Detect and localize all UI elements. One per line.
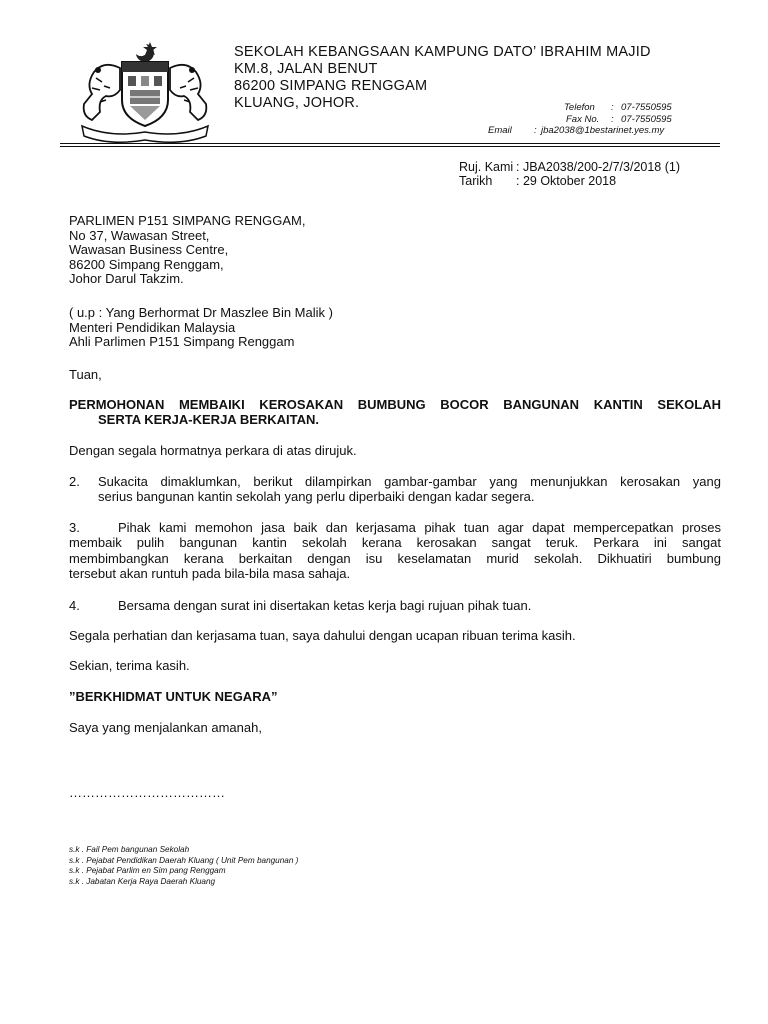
cc-list [69,845,298,887]
address-line-2: 86200 SIMPANG RENGGAM [234,78,428,94]
tarikh-label: Tarikh [459,174,493,188]
para-2-number: 2. [69,474,80,489]
school-name: SEKOLAH KEBANGSAAN KAMPUNG DATO’ IBRAHIM MAJID [234,44,651,60]
attention-block [69,306,333,350]
recipient-line: No 37, Wawasan Street, [69,227,210,243]
para-3-number: 3. [69,520,80,535]
recipient-line: Wawasan Business Centre, [69,242,229,258]
para-4-number: 4. [69,598,80,613]
signature-line: ……………………………… [69,785,225,800]
recipient-line: PARLIMEN P151 SIMPANG RENGGAM, [69,213,306,228]
ruj-value: : JBA2038/200-2/7/3/2018 (1) [516,160,681,174]
cc-item: s.k . Pejabat Parlim en Sim pang Renggam [69,866,226,876]
subject-line-2: SERTA KERJA-KERJA BERKAITAN. [98,412,320,427]
cc-item: s.k . Jabatan Kerja Raya Daerah Kluang [69,876,216,886]
attention-line: ( u.p : Yang Berhormat Dr Maszlee Bin Malik ) [69,305,333,320]
recipient-line: 86200 Simpang Renggam, [69,256,224,272]
cc-item: s.k . Pejabat Pendidikan Daerah Kluang ( Unit Pem bangunan ) [69,855,299,865]
para-3-line-2: membaik pulih bangunan kantin sekolah kerana kerosakan sangat teruk. Perkara ini sangat [69,535,721,550]
para-4-text: Bersama dengan surat ini disertakan ketas kerja bagi rujuan pihak tuan. [118,598,532,613]
subject-line-1: PERMOHONAN MEMBAIKI KEROSAKAN BUMBUNG BOCOR BANGUNAN KANTIN SEKOLAH [69,397,721,412]
letterhead-rule [60,143,720,144]
ruj-label: Ruj. Kami [459,160,514,174]
cc-item: s.k . Fail Pem bangunan Sekolah [69,845,190,854]
thanks-paragraph: Segala perhatian dan kerjasama tuan, saya dahului dengan ucapan ribuan terima kasih. [69,628,576,643]
para-3-line-3: membimbangkan kerana berkaitan dengan isu keselamatan murid sekolah. Dikhuatiri bumbung [69,551,721,566]
fax-label: Fax No. [566,114,600,125]
para-2-line-1: Sukacita dimaklumkan, berikut dilampirkan gambar-gambar yang menunjukkan kerosakan yang [98,474,721,489]
fax-value: 07-7550595 [621,114,672,125]
recipient-address [69,214,305,287]
recipient-line: Johor Darul Takzim. [69,271,184,287]
email-value: jba2038@1bestarinet.yes.my [541,125,665,136]
intro-paragraph: Dengan segala hormatnya perkara di atas dirujuk. [69,443,357,458]
motto: ”BERKHIDMAT UNTUK NEGARA” [69,689,278,704]
attention-line: Ahli Parlimen P151 Simpang Renggam [69,334,295,350]
address-line-3: KLUANG, JOHOR. [234,95,360,111]
signoff: Saya yang menjalankan amanah, [69,720,262,735]
letterhead-rule-second [60,146,720,147]
para-3-line-1: Pihak kami memohon jasa baik dan kerjasama pihak tuan agar dapat mempercepatkan proses [118,520,721,535]
attention-line: Menteri Pendidikan Malaysia [69,319,236,335]
para-2-line-2: serius bangunan kantin sekolah yang perlu diperbaiki dengan kadar segera. [98,489,535,504]
coat-of-arms-logo [70,38,220,148]
address-line-1: KM.8, JALAN BENUT [234,61,378,77]
tarikh-value: : 29 Oktober 2018 [516,174,617,188]
telefon-label: Telefon [564,102,595,113]
closing-line: Sekian, terima kasih. [69,658,190,673]
email-label: Email [488,125,512,136]
para-3-line-4: tersebut akan runtuh pada bila-bila masa sahaja. [69,566,351,581]
salutation: Tuan, [69,367,102,382]
telefon-value: 07-7550595 [621,102,672,113]
